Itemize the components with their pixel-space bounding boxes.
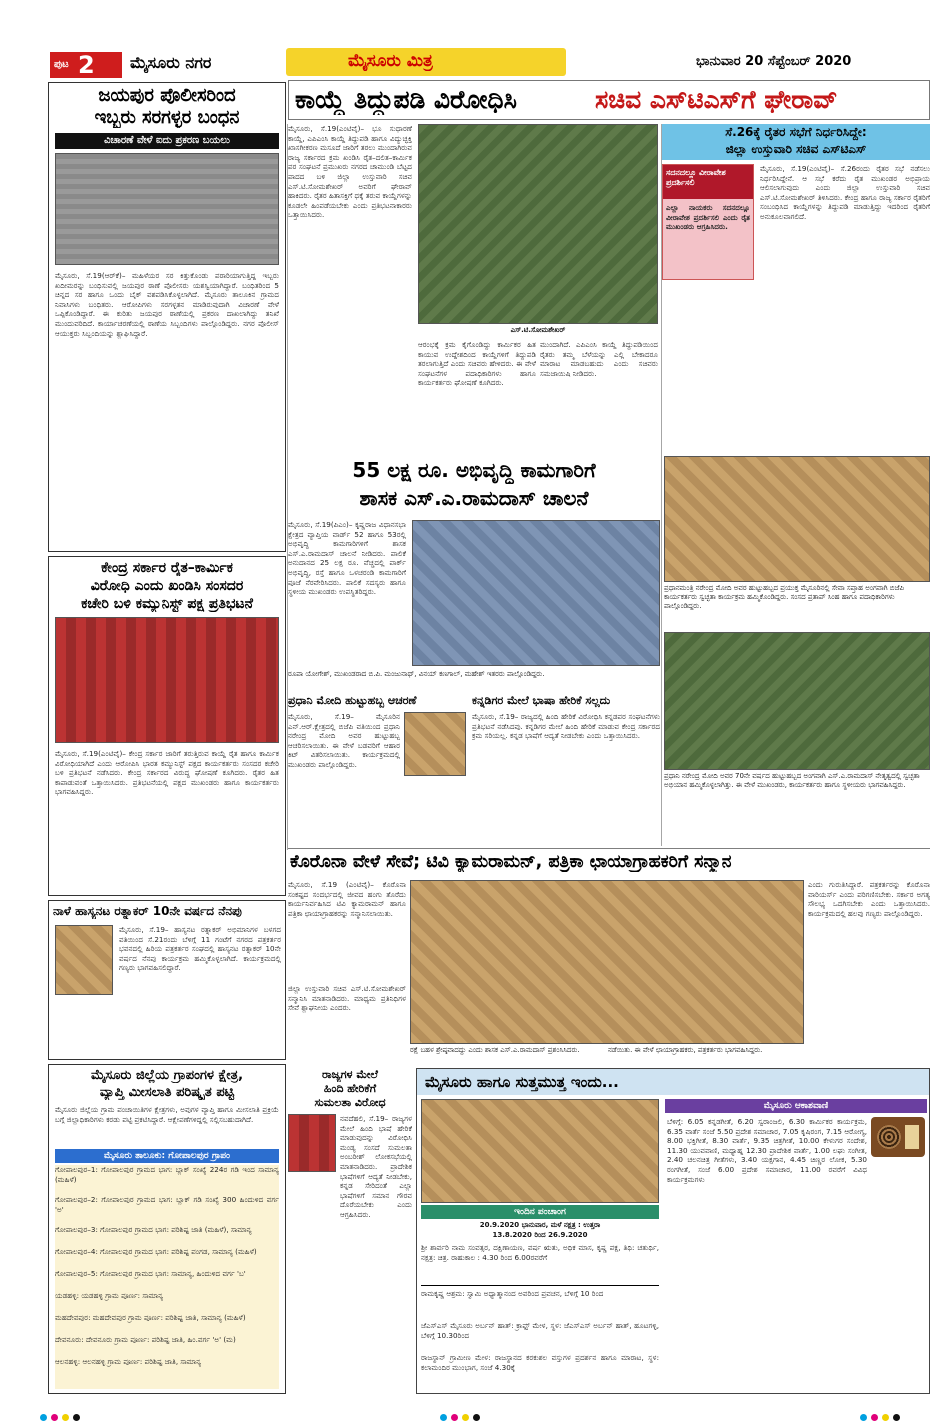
- right-photo-1: [664, 456, 930, 582]
- panchanga-divider: [421, 1285, 659, 1286]
- event-item: ರಾಜಸ್ಥಾನ್ ಗ್ರಾಮೀಣ ಮೇಳ: ರಾಜಸ್ಥಾನದ ಕರಕುಶಲ ವಸ್ತುಗಳ ಪ್ರದರ್ಶನ ಹಾಗೂ ಮಾರಾಟ, ಸ್ಥಳ: ಕಲಾಮಂದಿರ ಮುಂಭಾಗ, ಸಂಜೆ 4.30ಕ್ಕೆ: [421, 1353, 659, 1372]
- lead-headline-part-a: ಕಾಯ್ದೆ ತಿದ್ದುಪಡಿ ವಿರೋಧಿಸಿ: [295, 85, 517, 114]
- lead-headline-part-b: ಸಚಿವ ಎಸ್‌ಟಿಎಸ್‌ಗೆ ಘೇರಾವ್: [595, 85, 838, 114]
- protest-photo: [55, 617, 279, 743]
- page-label: ಪುಟ: [54, 59, 69, 70]
- event-item: ರಾಮಕೃಷ್ಣ ಆಶ್ರಮ: ಸ್ವಾಮಿ ಅಧ್ಯಾತ್ಮಾನಂದ ಅವರಿಂದ ಪ್ರವಚನ, ಬೆಳಿಗ್ಗೆ 10 ರಿಂದ: [421, 1289, 604, 1298]
- side-story: [662, 124, 930, 454]
- lead-body-3: ಮುಂದಾಗಿದೆ. ಎಪಿಎಂಸಿ ಕಾಯ್ದೆ ತಿದ್ದುಪಡಿಯಿಂದ ರೈತರು ತಮ್ಮ ಬೆಳೆಯನ್ನು ಎಲ್ಲಿ ಬೇಕಾದರೂ ಮಾರಾಟ ಮಾಡಬಹುದು ಎಂದು ಸಚಿವರು ಸಮಜಾಯಿಷಿ ನೀಡಿದರು.: [540, 340, 658, 378]
- reservation-item: ಗೋಪಾಲಪುರ–5: ಗೋಪಾಲಪುರ ಗ್ರಾಮದ ಭಾಗ: ಸಾಮಾನ್ಯ, ಹಿಂದುಳಿದ ವರ್ಗ 'ಬ': [55, 1269, 246, 1278]
- left-story-4-headline-1: ಮೈಸೂರು ಜಿಲ್ಲೆಯ ಗ್ರಾಪಂಗಳ ಕ್ಷೇತ್ರ,: [90, 1068, 244, 1083]
- reservation-item: ಆಲನಹಳ್ಳಿ: ಆಲನಹಳ್ಳಿ ಗ್ರಾಮ ಪೂರ್ಣ: ಪರಿಶಿಷ್ಟ ಜಾತಿ, ಸಾಮಾನ್ಯ: [55, 1357, 202, 1366]
- side-headline-1: ಸೆ.26ಕ್ಕೆ ರೈತರ ಸಭೆಗೆ ನಿರ್ಧರಿಸಿದ್ದೇ:: [725, 125, 867, 139]
- modi-photo: [404, 712, 466, 776]
- modi-story: [288, 694, 468, 844]
- reservation-item: ಗೋಪಾಲಪುರ–2: ಗೋಪಾಲಪುರ ಗ್ರಾಮದ ಭಾಗ: ಬ್ಲಾಕ್ ಗಡಿ ಸಂಖ್ಯೆ 300 ಹಿಂದುಳಿದ ವರ್ಗ 'ಅ': [55, 1195, 279, 1214]
- modi-headline: ಪ್ರಧಾನಿ ಮೋದಿ ಹುಟ್ಟುಹಬ್ಬ ಆಚರಣೆ: [288, 694, 417, 707]
- corona-headline: ಕೊರೊನಾ ವೇಳೆ ಸೇವೆ; ಟಿವಿ ಕ್ಯಾಮರಾಮನ್, ಪತ್ರಿಕಾ ಛಾಯಾಗ್ರಾಹಕರಿಗೆ ಸನ್ಮಾನ: [290, 852, 732, 872]
- reservation-item: ಗೋಪಾಲಪುರ–3: ಗೋಪಾಲಪುರ ಗ್ರಾಮದ ಭಾಗ: ಪರಿಶಿಷ್ಟ ಜಾತಿ (ಮಹಿಳೆ), ಸಾಮಾನ್ಯ: [55, 1225, 252, 1234]
- today-title-bar: [417, 1069, 929, 1095]
- kannada-story: [472, 694, 660, 844]
- panchanga-line-1: 20.9.2020 ಭಾನುವಾರ, ಮಳೆ ನಕ್ಷತ್ರ : ಉತ್ತರಾ: [479, 1221, 601, 1229]
- left-story-3: [48, 900, 286, 1060]
- left-story-2-headline-3: ಕಚೇರಿ ಬಳಿ ಕಮ್ಯುನಿಸ್ಟ್ ಪಕ್ಷ ಪ್ರತಿಭಟನೆ: [81, 596, 253, 612]
- column-rule: [661, 124, 662, 846]
- masthead: [18, 40, 930, 79]
- corona-body-3: ಎಂದು ಗುರುತಿಸಿದ್ದಾರೆ. ಪತ್ರಕರ್ತರನ್ನು ಕೊರೊನಾ ವಾರಿಯರ್ಸ್ ಎಂದು ಪರಿಗಣಿಸಬೇಕು. ಸರ್ಕಾರ ಅಗತ್ಯ ಸೌಲಭ್ಯ ಒದಗಿಸಬೇಕು ಎಂದು ಒತ್ತಾಯಿಸಿದರು. ಕಾರ್ಯಕ್ರಮದಲ್ಲಿ ಹಲವು ಗಣ್ಯರು ಪಾಲ್ಗೊಂಡಿದ್ದರು.: [808, 880, 930, 918]
- corona-photo: [410, 880, 804, 1044]
- side-story-body: ಮೈಸೂರು, ಸೆ.19(ಎಂಟಿವೈ)– ಸೆ.26ರಂದು ರೈತರ ಸಭೆ ನಡೆಸಲು ನಿರ್ಧರಿಸಿದ್ದೇನೆ. ಆ ಸಭೆ ಕರೆದು ರೈತ ಮುಖಂಡರ ಅಭಿಪ್ರಾಯ ಆಲಿಸಲಾಗುವುದು ಎಂದು ಜಿಲ್ಲಾ ಉಸ್ತುವಾರಿ ಸಚಿವ ಎಸ್.ಟಿ.ಸೋಮಶೇಖರ್ ತಿಳಿಸಿದರು. ಕೇಂದ್ರ ಹಾಗೂ ರಾಜ್ಯ ಸರ್ಕಾರ ರೈತರಿಗೆ ಸಂಬಂಧಿಸಿದ ಕಾಯ್ದೆಗಳನ್ನು ತಿದ್ದುಪಡಿ ಮಾಡುತ್ತಿದ್ದು ಇದರಿಂದ ರೈತರಿಗೆ ಅನುಕೂಲವಾಗಲಿದೆ.: [760, 164, 930, 221]
- lead-photo: [418, 124, 658, 324]
- registration-marks-bottom-left: [40, 1406, 84, 1424]
- radio-body: ಬೆಳಿಗ್ಗೆ: 6.05 ಕನ್ನಡಗೀತೆ, 6.20 ಸ್ವರಾಂಜಲಿ, 6.30 ಕಾರ್ಮಿಕರ ಕಾರ್ಯಕ್ರಮ, 6.35 ವಾರ್ತೆ ಸಂಜೆ 5.50 ಪ್ರದೇಶ ಸಮಾಚಾರ, 7.05 ಕೃಷಿರಂಗ, 7.15 ಆರೋಗ್ಯ, 8.00 ಭಕ್ತಿಗೀತೆ, 8.30 ವಾರ್ತೆ, 9.35 ಚಿತ್ರಗೀತೆ, 10.00 ಕೇಳುಗರ ಸಂದೇಶ, 11.30 ಯುವವಾಣಿ, ಮಧ್ಯಾಹ್ನ 12.30 ಪ್ರಾದೇಶಿಕ ವಾರ್ತೆ, 1.00 ಲಘು ಸಂಗೀತ, 2.40 ಚಲನಚಿತ್ರ ಗೀತೆಗಳು, 3.40 ಯಕ್ಷಗಾನ, 4.45 ಚಿಣ್ಣರ ಲೋಕ, 5.30 ರಂಗಗೀತೆ, ಸಂಜೆ 6.00 ಪ್ರದೇಶ ಸಮಾಚಾರ, 11.00 ರವರೆಗೆ ವಿವಿಧ ಕಾರ್ಯಕ್ರಮಗಳು: [667, 1117, 867, 1184]
- left-story-1-body: ಮೈಸೂರು, ಸೆ.19(ಆರ್‌ಕೆ)– ಮಹಿಳೆಯರ ಸರ ಕಿತ್ತುಕೊಂಡು ಪರಾರಿಯಾಗುತ್ತಿದ್ದ ಇಬ್ಬರು ಖದೀಮರನ್ನು ಬಂಧಿಸುವಲ್ಲಿ ಜಯಪುರ ಠಾಣೆ ಪೊಲೀಸರು ಯಶಸ್ವಿಯಾಗಿದ್ದಾರೆ. ಬಂಧಿತರಿಂದ 5 ಚಿನ್ನದ ಸರ ಹಾಗೂ ಒಂದು ಬೈಕ್ ವಶಪಡಿಸಿಕೊಳ್ಳಲಾಗಿದೆ. ಮೈಸೂರು ತಾಲೂಕಿನ ಗ್ರಾಮದ ನಿವಾಸಿಗಳು ಬಂಧಿತರು. ಆರೋಪಿಗಳು ಸರಗಳ್ಳತನ ಮಾಡಿರುವುದಾಗಿ ವಿಚಾರಣೆ ವೇಳೆ ಒಪ್ಪಿಕೊಂಡಿದ್ದಾರೆ. ಈ ಕುರಿತು ಜಯಪುರ ಠಾಣೆಯಲ್ಲಿ ಪ್ರಕರಣ ದಾಖಲಾಗಿದ್ದು ತನಿಖೆ ಮುಂದುವರಿದಿದೆ. ಕಾರ್ಯಾಚರಣೆಯಲ್ಲಿ ಠಾಣೆಯ ಸಿಬ್ಬಂದಿಗಳು ಪಾಲ್ಗೊಂಡಿದ್ದರು. ನಗರ ಪೊಲೀಸ್ ಆಯುಕ್ತರು ಸಿಬ್ಬಂದಿಯನ್ನು ಶ್ಲಾಘಿಸಿದ್ದಾರೆ.: [55, 271, 279, 338]
- page-date: ಭಾನುವಾರ 20 ಸೆಪ್ಟೆಂಬರ್ 2020: [696, 54, 852, 69]
- corona-caption-2: ನಡೆಯಿತು. ಈ ವೇಳೆ ಛಾಯಾಗ್ರಾಹಕರು, ಪತ್ರಕರ್ತರು ಭಾಗವಹಿಸಿದ್ದರು.: [608, 1046, 763, 1054]
- radio-icon: [871, 1117, 925, 1157]
- panchanga-body: ಶ್ರೀ ಶಾರ್ವರಿ ನಾಮ ಸಂವತ್ಸರ, ದಕ್ಷಿಣಾಯಣ, ವರ್ಷ ಋತು, ಅಧಿಕ ಮಾಸ, ಕೃಷ್ಣ ಪಕ್ಷ, ತಿಥಿ: ಚತುರ್ಥಿ, ನಕ್ಷತ್ರ: ಚಿತ್ರ. ರಾಹುಕಾಲ : 4.30 ರಿಂದ 6.00ರವರೆಗೆ: [421, 1243, 659, 1262]
- ratnakar-photo: [55, 925, 113, 995]
- events-list: [421, 1289, 659, 1389]
- corona-body-2: ಜಿಲ್ಲಾ ಉಸ್ತುವಾರಿ ಸಚಿವ ಎಸ್.ಟಿ.ಸೋಮಶೇಖರ್ ಸನ್ಮಾನಿಸಿ ಮಾತನಾಡಿದರು. ಮಾಧ್ಯಮ ಪ್ರತಿನಿಧಿಗಳ ಸೇವೆ ಶ್ಲಾಘನೀಯ ಎಂದರು.: [288, 984, 406, 1013]
- reservation-item: ದೇವನೂರು: ದೇವನೂರು ಗ್ರಾಮ ಪೂರ್ಣ: ಪರಿಶಿಷ್ಟ ಜಾತಿ, ಹಿಂ.ವರ್ಗ 'ಅ' (ಮ): [55, 1335, 236, 1344]
- panchanga-line-2: 13.8.2020 ರಿಂದ 26.9.2020: [492, 1231, 588, 1239]
- right-caption-1: ಪ್ರಧಾನಮಂತ್ರಿ ನರೇಂದ್ರ ಮೋದಿ ಅವರ ಹುಟ್ಟುಹಬ್ಬದ ಪ್ರಯುಕ್ತ ಮೈಸೂರಿನಲ್ಲಿ ಸೇವಾ ಸಪ್ತಾಹ ಅಂಗವಾಗಿ ಬಿಜೆಪಿ ಕಾರ್ಯಕರ್ತರು ಸ್ವಚ್ಛತಾ ಕಾರ್ಯಕ್ರಮ ಹಮ್ಮಿಕೊಂಡಿದ್ದರು. ಸಂಸದ ಪ್ರತಾಪ್ ಸಿಂಹ ಹಾಗೂ ಪದಾಧಿಕಾರಿಗಳು ಪಾಲ್ಗೊಂಡಿದ್ದರು.: [664, 584, 904, 610]
- dev-photo: [412, 520, 660, 666]
- left-story-1-subhead: [55, 133, 279, 149]
- taluk-header: [55, 1149, 279, 1163]
- radio-title: ಮೈಸೂರು ಆಕಾಶವಾಣಿ: [763, 1101, 829, 1111]
- dev-caption: ರೂಪಾ ಯೋಗೇಶ್, ಮುಖಂಡರಾದ ಬಿ.ಪಿ. ಮಂಜುನಾಥ್, ವಿನಯ್ ಕಣಗಾಲ್, ಮಹೇಶ್ ಇತರರು ಪಾಲ್ಗೊಂಡಿದ್ದರು.: [288, 670, 545, 678]
- quote-title-bar: [663, 165, 753, 199]
- left-story-4-body: ಮೈಸೂರು ಜಿಲ್ಲೆಯ ಗ್ರಾಮ ಪಂಚಾಯಿತಿಗಳ ಕ್ಷೇತ್ರಗಳು, ಅವುಗಳ ವ್ಯಾಪ್ತಿ ಹಾಗೂ ಮೀಸಲಾತಿ ಪ್ರಕ್ರಿಯೆ ಬಗ್ಗೆ ಜಿಲ್ಲಾಧಿಕಾರಿಗಳು ಕರಡು ಪಟ್ಟಿ ಪ್ರಕಟಿಸಿದ್ದಾರೆ. ಆಕ್ಷೇಪಣೆಗಳಿದ್ದಲ್ಲಿ ಸಲ್ಲಿಸಬಹುದಾಗಿದೆ.: [55, 1105, 279, 1124]
- event-item: ಜೆಎಸ್‌ಎಸ್ ಮೈಸೂರು ಅರ್ಬನ್ ಹಾತ್: ಕ್ರಾಫ್ಟ್ ಮೇಳ, ಸ್ಥಳ: ಜೆಎಸ್‌ಎಸ್ ಅರ್ಬನ್ ಹಾತ್, ಹೂಟಗಳ್ಳಿ, ಬೆಳಿಗ್ಗೆ 10.30ರಿಂದ: [421, 1321, 659, 1340]
- radio-dial: [905, 1125, 919, 1149]
- column-rule: [287, 124, 288, 850]
- registration-marks-bottom-center: [440, 1406, 484, 1424]
- corona-caption-1: ರಕ್ಷೆ ಬಹಳ ಶ್ರೇಷ್ಠವಾದದ್ದು ಎಂದು ಶಾಸಕ ಎಸ್.ಎ.ರಾಮದಾಸ್ ಪ್ರಶಂಸಿಸಿದರು.: [410, 1046, 580, 1054]
- taluk-header-text: ಮೈಸೂರು ತಾಲೂಕು: ಗೋಪಾಲಪುರ ಗ್ರಾಪಂ: [103, 1151, 231, 1161]
- reservation-item: ಮಹದೇವಪುರ: ಮಹದೇವಪುರ ಗ್ರಾಮ ಪೂರ್ಣ: ಪರಿಶಿಷ್ಟ ಜಾತಿ, ಸಾಮಾನ್ಯ (ಮಹಿಳೆ): [55, 1313, 246, 1322]
- left-story-1-headline-2: ಇಬ್ಬರು ಸರಗಳ್ಳರ ಬಂಧನ: [94, 107, 240, 128]
- left-story-1-subhead-text: ವಿಚಾರಣೆ ವೇಳೆ ಐದು ಪ್ರಕರಣ ಬಯಲು: [104, 135, 230, 146]
- quote-box: [662, 164, 754, 280]
- section-name: ಮೈಸೂರು ನಗರ: [130, 53, 212, 72]
- right-caption-2: ಪ್ರಧಾನಿ ನರೇಂದ್ರ ಮೋದಿ ಅವರ 70ನೇ ವರ್ಷದ ಹುಟ್ಟುಹಬ್ಬದ ಅಂಗವಾಗಿ ಎಸ್.ಎ.ರಾಮದಾಸ್ ನೇತೃತ್ವದಲ್ಲಿ ಸ್ವಚ್ಛತಾ ಅಭಿಯಾನ ಹಮ್ಮಿಕೊಳ್ಳಲಾಗಿತ್ತು. ಈ ವೇಳೆ ಮುಖಂಡರು, ಕಾರ್ಯಕರ್ತರು ಹಾಗೂ ಸ್ಥಳೀಯರು ಭಾಗವಹಿಸಿದ್ದರು.: [664, 772, 920, 789]
- left-story-3-headline: ನಾಳೆ ಹಾಸ್ಯನಟ ರತ್ನಾಕರ್ 10ನೇ ವರ್ಷದ ನೆನಪು: [53, 904, 242, 918]
- dev-body: ಮೈಸೂರು, ಸೆ.19(ಪಿಎಂ)– ಕೃಷ್ಣರಾಜ ವಿಧಾನಸಭಾ ಕ್ಷೇತ್ರದ ವ್ಯಾಪ್ತಿಯ ವಾರ್ಡ್ 52 ಹಾಗೂ 53ರಲ್ಲಿ ಅಭಿವೃದ್ಧಿ ಕಾಮಗಾರಿಗಳಿಗೆ ಶಾಸಕ ಎಸ್.ಎ.ರಾಮದಾಸ್ ಚಾಲನೆ ನೀಡಿದರು. ಪಾಲಿಕೆ ಅನುದಾನದ 25 ಲಕ್ಷ ರೂ. ವೆಚ್ಚದಲ್ಲಿ ಪಾರ್ಕ್ ಅಭಿವೃದ್ಧಿ, ರಸ್ತೆ ಹಾಗೂ ಒಳಚರಂಡಿ ಕಾಮಗಾರಿಗೆ ಪೂಜೆ ನೆರವೇರಿಸಿದರು. ಪಾಲಿಕೆ ಸದಸ್ಯರು ಹಾಗೂ ಸ್ಥಳೀಯ ಮುಖಂಡರು ಉಪಸ್ಥಿತರಿದ್ದರು.: [288, 520, 406, 597]
- reservation-item: ಗೋಪಾಲಪುರ–4: ಗೋಪಾಲಪುರ ಗ್ರಾಮದ ಭಾಗ: ಪರಿಶಿಷ್ಟ ಪಂಗಡ, ಸಾಮಾನ್ಯ (ಮಹಿಳೆ): [55, 1247, 257, 1256]
- left-story-2: [48, 556, 286, 896]
- left-story-4-headline-2: ವ್ಯಾಪ್ತಿ ಮೀಸಲಾತಿ ಪರಿಷ್ಕೃತ ಪಟ್ಟಿ: [99, 1085, 235, 1100]
- row-rule: [288, 848, 930, 849]
- quote-body: ಎಲ್ಲಾ ನಾಯಕರು ಸದನದಲ್ಲೂ ವೀರಾವೇಶ ಪ್ರದರ್ಶಿಸಲಿ ಎಂದು ರೈತ ಮುಖಂಡರು ಆಗ್ರಹಿಸಿದರು.: [666, 203, 750, 232]
- kannada-headline: ಕನ್ನಡಿಗರ ಮೇಲೆ ಭಾಷಾ ಹೇರಿಕೆ ಸಲ್ಲದು: [472, 694, 611, 707]
- today-title: ಮೈಸೂರು ಹಾಗೂ ಸುತ್ತಮುತ್ತ ಇಂದು...: [425, 1073, 619, 1091]
- police-photo: [55, 153, 279, 265]
- left-story-1-headline-1: ಜಯಪುರ ಪೊಲೀಸರಿಂದ: [98, 85, 236, 106]
- left-story-2-headline-2: ವಿರೋಧಿ ಎಂದು ಖಂಡಿಸಿ ಸಂಸದರ: [90, 578, 244, 594]
- dev-headline-1: 55 ಲಕ್ಷ ರೂ. ಅಭಿವೃದ್ಧಿ ಕಾಮಗಾರಿಗೆ: [352, 458, 596, 482]
- radio-speaker: [877, 1125, 901, 1149]
- dev-headline-2: ಶಾಸಕ ಎಸ್.ಎ.ರಾಮದಾಸ್ ಚಾಲನೆ: [359, 486, 589, 510]
- page-number: 2: [78, 51, 95, 79]
- sumalatha-photo: [288, 1114, 336, 1172]
- registration-marks-bottom-right: [860, 1406, 904, 1424]
- lead-photo-caption: ಎಸ್.ಟಿ.ಸೋಮಶೇಖರ್: [510, 326, 566, 334]
- today-box: [416, 1068, 930, 1394]
- panchanga-title-bar: [421, 1205, 659, 1219]
- left-story-2-headline-1: ಕೇಂದ್ರ ಸರ್ಕಾರ ರೈತ–ಕಾರ್ಮಿಕ: [101, 560, 233, 576]
- side-headline-box: [662, 124, 930, 160]
- panchanga-title: ಇಂದಿನ ಪಂಚಾಂಗ: [514, 1207, 566, 1217]
- sumalatha-headline-1: ರಾಜ್ಯಗಳ ಮೇಲೆ: [321, 1068, 378, 1081]
- reservation-item: ಗೋಪಾಲಪುರ–1: ಗೋಪಾಲಪುರ ಗ್ರಾಮದ ಭಾಗ: ಬ್ಲಾಕ್ ಸಂಖ್ಯೆ 224ರ ಗಡಿ ಇಂದ ಸಾಮಾನ್ಯ (ಮಹಿಳೆ): [55, 1165, 279, 1184]
- palace-image: [421, 1099, 659, 1203]
- lead-body-1: ಮೈಸೂರು, ಸೆ.19(ಎಂಟಿವೈ)– ಭೂ ಸುಧಾರಣೆ ಕಾಯ್ದೆ, ಎಪಿಎಂಸಿ ಕಾಯ್ದೆ ತಿದ್ದುಪಡಿ ಹಾಗೂ ವಿದ್ಯುಚ್ಛಕ್ತಿ ಖಾಸಗೀಕರಣ ಮಸೂದೆ ಜಾರಿಗೆ ತರಲು ಮುಂದಾಗಿರುವ ರಾಜ್ಯ ಸರ್ಕಾರದ ಕ್ರಮ ಖಂಡಿಸಿ ರೈತ–ದಲಿತ–ಕಾರ್ಮಿಕ ಪರ ಸಂಘಟನೆ ಪ್ರಮುಖರು ನಗರದ ಚಾಮುಂಡಿ ಬೆಟ್ಟದ ಪಾದದ ಬಳಿ ಜಿಲ್ಲಾ ಉಸ್ತುವಾರಿ ಸಚಿವ ಎಸ್.ಟಿ.ಸೋಮಶೇಖರ್ ಅವರಿಗೆ ಘೇರಾವ್ ಹಾಕಿದರು. ರೈತರ ಹಿತಾಸಕ್ತಿಗೆ ಧಕ್ಕೆ ತರುವ ಕಾಯ್ದೆಗಳನ್ನು ಕೂಡಲೇ ಹಿಂಪಡೆಯಬೇಕು ಎಂದು ಪ್ರತಿಭಟನಾಕಾರರು ಒತ್ತಾಯಿಸಿದರು.: [288, 124, 412, 220]
- sumalatha-body: ನವದೆಹಲಿ, ಸೆ.19– ರಾಜ್ಯಗಳ ಮೇಲೆ ಹಿಂದಿ ಭಾಷೆ ಹೇರಿಕೆ ಮಾಡುವುದನ್ನು ವಿರೋಧಿಸಿ ಮಂಡ್ಯ ಸಂಸದೆ ಸುಮಲತಾ ಅಂಬರೀಶ್ ಲೋಕಸಭೆಯಲ್ಲಿ ಮಾತನಾಡಿದರು. ಪ್ರಾದೇಶಿಕ ಭಾಷೆಗಳಿಗೆ ಆದ್ಯತೆ ನೀಡಬೇಕು, ಕನ್ನಡ ಸೇರಿದಂತೆ ಎಲ್ಲಾ ಭಾಷೆಗಳಿಗೆ ಸಮಾನ ಗೌರವ ದೊರೆಯಬೇಕು ಎಂದು ಆಗ್ರಹಿಸಿದರು.: [340, 1114, 412, 1219]
- sumalatha-headline-2: ಹಿಂದಿ ಹೇರಿಕೆಗೆ: [323, 1082, 377, 1095]
- quote-title: ಸದನದಲ್ಲೂ ವೀರಾವೇಶ ಪ್ರದರ್ಶಿಸಲಿ: [666, 168, 726, 187]
- side-headline-2: ಜಿಲ್ಲಾ ಉಸ್ತುವಾರಿ ಸಚಿವ ಎಸ್‌ಟಿಎಸ್: [725, 142, 867, 156]
- corona-body-1: ಮೈಸೂರು, ಸೆ.19 (ಎಂಟಿವೈ)– ಕೊರೊನಾ ಸಂಕಷ್ಟದ ಸಂದರ್ಭದಲ್ಲಿ ಜೀವದ ಹಂಗು ತೊರೆದು ಕಾರ್ಯನಿರ್ವಹಿಸಿದ ಟಿವಿ ಕ್ಯಾಮರಾಮನ್ ಹಾಗೂ ಪತ್ರಿಕಾ ಛಾಯಾಗ್ರಾಹಕರನ್ನು ಸನ್ಮಾನಿಸಲಾಯಿತು.: [288, 880, 406, 918]
- sumalatha-headline-3: ಸುಮಲತಾ ವಿರೋಧ: [314, 1096, 386, 1109]
- lead-headline: [288, 80, 930, 120]
- sumalatha-story: [288, 1068, 412, 1394]
- paper-name: ಮೈಸೂರು ಮಿತ್ರ: [348, 51, 433, 71]
- right-photo-2: [664, 632, 930, 770]
- left-story-1: [48, 82, 286, 552]
- dev-headline: [288, 456, 660, 516]
- kannada-body: ಮೈಸೂರು, ಸೆ.19– ರಾಜ್ಯದಲ್ಲಿ ಹಿಂದಿ ಹೇರಿಕೆ ವಿರೋಧಿಸಿ ಕನ್ನಡಪರ ಸಂಘಟನೆಗಳು ಪ್ರತಿಭಟನೆ ನಡೆಸಿದವು. ಕನ್ನಡಿಗರ ಮೇಲೆ ಹಿಂದಿ ಹೇರಿಕೆ ಮಾಡುವ ಕೇಂದ್ರ ಸರ್ಕಾರದ ಕ್ರಮ ಸರಿಯಲ್ಲ. ಕನ್ನಡ ಭಾಷೆಗೆ ಆದ್ಯತೆ ನೀಡಬೇಕು ಎಂದು ಒತ್ತಾಯಿಸಿದರು.: [472, 712, 660, 741]
- page-number-box: [50, 52, 122, 78]
- left-story-4: [48, 1064, 286, 1394]
- left-story-3-body: ಮೈಸೂರು, ಸೆ.19– ಹಾಸ್ಯನಟ ರತ್ನಾಕರ್ ಅಭಿಮಾನಿಗಳ ಬಳಗದ ವತಿಯಿಂದ ಸೆ.21ರಂದು ಬೆಳಿಗ್ಗೆ 11 ಗಂಟೆಗೆ ನಗರದ ಪತ್ರಕರ್ತರ ಭವನದಲ್ಲಿ ಹಿರಿಯ ಪತ್ರಕರ್ತರ ಸಂಘದಲ್ಲಿ ಹಾಸ್ಯನಟ ರತ್ನಾಕರ್ 10ನೇ ವರ್ಷದ ನೆನಪು ಕಾರ್ಯಕ್ರಮ ಹಮ್ಮಿಕೊಳ್ಳಲಾಗಿದೆ. ಕಾರ್ಯಕ್ರಮದಲ್ಲಿ ಗಣ್ಯರು ಭಾಗವಹಿಸಲಿದ್ದಾರೆ.: [119, 925, 281, 973]
- modi-body: ಮೈಸೂರು, ಸೆ.19– ಮೈಸೂರಿನ ಎನ್.ಆರ್.ಕ್ಷೇತ್ರದಲ್ಲಿ ಬಿಜೆಪಿ ವತಿಯಿಂದ ಪ್ರಧಾನಿ ನರೇಂದ್ರ ಮೋದಿ ಅವರ ಹುಟ್ಟುಹಬ್ಬ ಆಚರಿಸಲಾಯಿತು. ಈ ವೇಳೆ ಬಡವರಿಗೆ ಆಹಾರ ಕಿಟ್ ವಿತರಿಸಲಾಯಿತು. ಕಾರ್ಯಕ್ರಮದಲ್ಲಿ ಮುಖಂಡರು ಪಾಲ್ಗೊಂಡಿದ್ದರು.: [288, 712, 400, 769]
- left-story-2-body: ಮೈಸೂರು, ಸೆ.19(ಎಂಟಿವೈ)– ಕೇಂದ್ರ ಸರ್ಕಾರ ಜಾರಿಗೆ ತರುತ್ತಿರುವ ಕಾಯ್ದೆ ರೈತ ಹಾಗೂ ಕಾರ್ಮಿಕ ವಿರೋಧಿಯಾಗಿದೆ ಎಂದು ಆರೋಪಿಸಿ ಭಾರತ ಕಮ್ಯುನಿಸ್ಟ್ ಪಕ್ಷದ ಕಾರ್ಯಕರ್ತರು ಸಂಸದರ ಕಚೇರಿ ಬಳಿ ಪ್ರತಿಭಟನೆ ನಡೆಸಿದರು. ಕೇಂದ್ರ ಸರ್ಕಾರದ ವಿರುದ್ಧ ಘೋಷಣೆ ಕೂಗಿದರು. ರೈತರ ಹಿತ ಕಾಪಾಡುವಂತೆ ಒತ್ತಾಯಿಸಿದರು. ಪ್ರತಿಭಟನೆಯಲ್ಲಿ ಪಕ್ಷದ ಮುಖಂಡರು ಹಾಗೂ ಕಾರ್ಯಕರ್ತರು ಭಾಗವಹಿಸಿದ್ದರು.: [55, 749, 279, 797]
- radio-title-bar: [665, 1099, 927, 1113]
- reservation-list: [55, 1165, 279, 1389]
- lead-body-2: ಆರಂಭಕ್ಕೆ ಕ್ರಮ ಕೈಗೊಂಡಿದ್ದು ಕಾರ್ಮಿಕರ ಹಿತ ಕಾಯುವ ಉದ್ದೇಶದಿಂದ ಕಾಯ್ದೆಗಳಿಗೆ ತಿದ್ದುಪಡಿ ತರಲಾಗುತ್ತಿದೆ ಎಂದು ಸಚಿವರು ಹೇಳಿದರು. ಈ ವೇಳೆ ಸಂಘಟನೆಗಳ ಪದಾಧಿಕಾರಿಗಳು ಹಾಗೂ ಕಾರ್ಯಕರ್ತರು ಘೋಷಣೆ ಕೂಗಿದರು.: [418, 340, 536, 388]
- reservation-item: ಯಡಹಳ್ಳಿ: ಯಡಹಳ್ಳಿ ಗ್ರಾಮ ಪೂರ್ಣ: ಸಾಮಾನ್ಯ: [55, 1291, 164, 1300]
